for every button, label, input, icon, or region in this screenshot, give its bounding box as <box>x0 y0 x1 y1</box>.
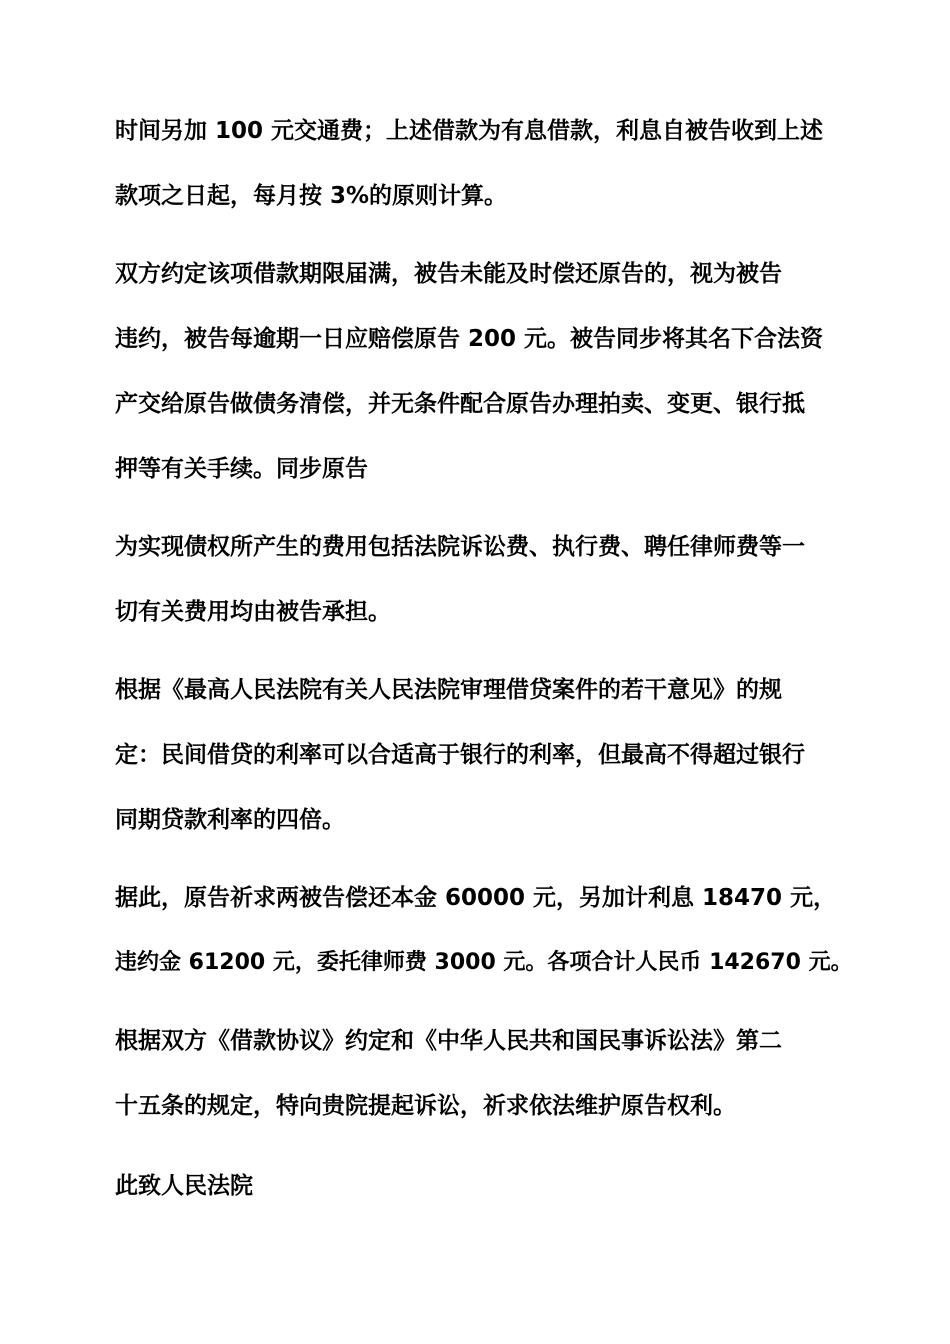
text-line: 押等有关手续。同步原告 <box>115 456 368 482</box>
text-line: 据此，原告祈求两被告偿还本金 60000 元，另加计利息 18470 元， <box>115 885 837 911</box>
text-line: 产交给原告做债务清偿，并无条件配合原告办理拍卖、变更、银行抵 <box>115 391 805 417</box>
text-line: 根据双方《借款协议》约定和《中华人民共和国民事诉讼法》第二 <box>115 1028 782 1054</box>
text-line: 此致人民法院 <box>115 1173 253 1199</box>
text-line: 十五条的规定，特向贵院提起诉讼，祈求依法维护原告权利。 <box>115 1093 736 1119</box>
text-line: 为实现债权所产生的费用包括法院诉讼费、执行费、聘任律师费等一 <box>115 534 805 560</box>
text-line: 根据《最高人民法院有关人民法院审理借贷案件的若干意见》的规 <box>115 677 782 703</box>
text-line: 款项之日起，每月按 3%的原则计算。 <box>115 183 508 209</box>
text-line: 同期贷款利率的四倍。 <box>115 807 345 833</box>
text-line: 定：民间借贷的利率可以合适高于银行的利率，但最高不得超过银行 <box>115 742 805 768</box>
text-line: 双方约定该项借款期限届满，被告未能及时偿还原告的，视为被告 <box>115 261 782 287</box>
text-line: 时间另加 100 元交通费；上述借款为有息借款，利息自被告收到上述 <box>115 118 824 144</box>
text-line: 违约，被告每逾期一日应赔偿原告 200 元。被告同步将其名下合法资 <box>115 326 824 352</box>
text-line: 违约金 61200 元，委托律师费 3000 元。各项合计人民币 142670 元。 <box>115 950 853 975</box>
text-line: 切有关费用均由被告承担。 <box>115 599 391 625</box>
